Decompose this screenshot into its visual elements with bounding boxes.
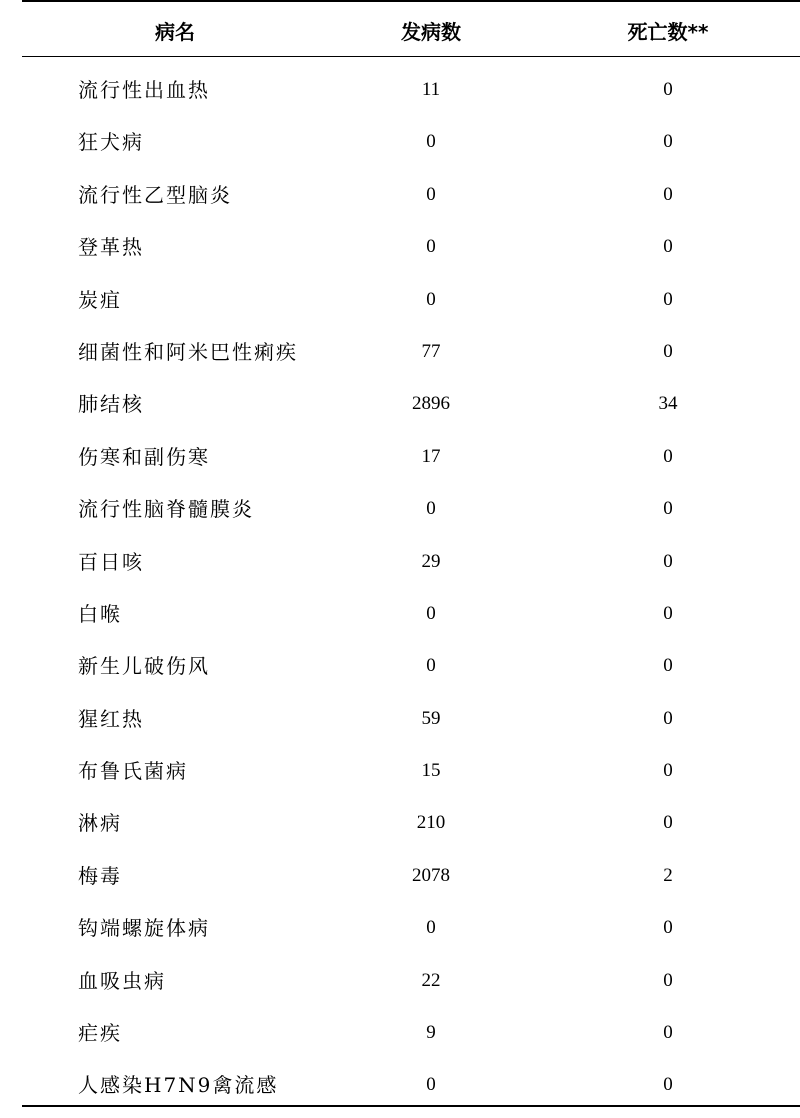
disease-name-cell: 布鲁氏菌病	[78, 759, 188, 784]
cases-cell: 2078	[412, 864, 450, 886]
table-row	[0, 275, 800, 327]
disease-name-cell: 伤寒和副伤寒	[78, 444, 210, 469]
table-row	[0, 641, 800, 693]
cases-cell: 0	[426, 1074, 436, 1096]
column-header-cases: 发病数	[401, 20, 461, 44]
deaths-cell: 0	[663, 812, 673, 834]
disease-name-cell: 狂犬病	[78, 130, 144, 155]
cases-cell: 0	[426, 498, 436, 520]
table-row	[0, 170, 800, 222]
table-top-rule	[22, 0, 800, 2]
cases-cell: 2896	[412, 393, 450, 415]
cases-cell: 0	[426, 602, 436, 624]
disease-name-cell: 流行性出血热	[78, 78, 210, 102]
table-row	[0, 484, 800, 536]
cases-cell: 77	[421, 340, 441, 362]
table-row	[0, 65, 800, 117]
deaths-cell: 0	[663, 550, 673, 572]
cases-cell: 210	[416, 812, 446, 834]
deaths-cell: 0	[663, 969, 673, 991]
deaths-cell: 34	[658, 393, 678, 415]
cases-cell: 0	[426, 236, 436, 258]
disease-name-cell: 流行性乙型脑炎	[78, 182, 232, 207]
deaths-cell: 0	[663, 917, 673, 939]
deaths-cell: 0	[663, 79, 673, 100]
table-row	[0, 694, 800, 746]
disease-name-cell: 细菌性和阿米巴性痢疾	[78, 339, 298, 364]
column-header-deaths: 死亡数**	[627, 20, 709, 44]
table-header-row	[0, 16, 800, 46]
cases-cell: 15	[421, 760, 441, 782]
table-row	[0, 222, 800, 274]
table-row	[0, 327, 800, 379]
deaths-cell: 0	[663, 131, 673, 153]
table-row	[0, 851, 800, 903]
table-bottom-rule	[22, 1105, 800, 1107]
deaths-cell: 0	[663, 445, 673, 467]
cases-cell: 11	[421, 79, 441, 100]
table-row	[0, 798, 800, 850]
cases-cell: 0	[426, 183, 436, 205]
cases-cell: 0	[426, 655, 436, 677]
disease-name-cell: 新生儿破伤风	[78, 654, 210, 679]
deaths-cell: 0	[663, 707, 673, 729]
disease-name-cell: 淋病	[78, 811, 122, 836]
disease-name-cell: 白喉	[78, 601, 122, 626]
table-row	[0, 537, 800, 589]
column-header-disease-name: 病名	[155, 20, 195, 44]
cases-cell: 22	[421, 969, 441, 991]
deaths-cell: 0	[663, 760, 673, 782]
table-row	[0, 956, 800, 1008]
deaths-cell: 0	[663, 236, 673, 258]
table-row	[0, 903, 800, 955]
table-row	[0, 432, 800, 484]
cases-cell: 0	[426, 917, 436, 939]
cases-cell: 59	[421, 707, 441, 729]
disease-name-cell: 流行性脑脊髓膜炎	[78, 497, 254, 522]
disease-name-cell: 人感染H7N9禽流感	[78, 1073, 279, 1098]
deaths-cell: 2	[663, 864, 673, 886]
disease-name-cell: 登革热	[78, 235, 144, 260]
table-row	[0, 589, 800, 641]
cases-cell: 17	[421, 445, 441, 467]
deaths-cell: 0	[663, 1022, 673, 1044]
deaths-cell: 0	[663, 288, 673, 310]
disease-name-cell: 猩红热	[78, 706, 144, 731]
cases-cell: 9	[426, 1022, 436, 1044]
disease-name-cell: 疟疾	[78, 1021, 122, 1046]
table-header-rule	[22, 56, 800, 57]
disease-name-cell: 梅毒	[78, 863, 122, 888]
cases-cell: 29	[421, 550, 441, 572]
disease-name-cell: 钩端螺旋体病	[78, 916, 210, 941]
disease-name-cell: 血吸虫病	[78, 968, 166, 993]
table-row	[0, 117, 800, 169]
deaths-cell: 0	[663, 498, 673, 520]
deaths-cell: 0	[663, 1074, 673, 1096]
disease-name-cell: 炭疽	[78, 287, 122, 312]
table-row	[0, 379, 800, 431]
cases-cell: 0	[426, 131, 436, 153]
deaths-cell: 0	[663, 183, 673, 205]
table-body	[0, 65, 800, 1113]
deaths-cell: 0	[663, 655, 673, 677]
deaths-cell: 0	[663, 602, 673, 624]
disease-name-cell: 肺结核	[78, 392, 144, 417]
cases-cell: 0	[426, 288, 436, 310]
table-row	[0, 1008, 800, 1060]
table-row	[0, 746, 800, 798]
deaths-cell: 0	[663, 340, 673, 362]
disease-name-cell: 百日咳	[78, 549, 144, 574]
